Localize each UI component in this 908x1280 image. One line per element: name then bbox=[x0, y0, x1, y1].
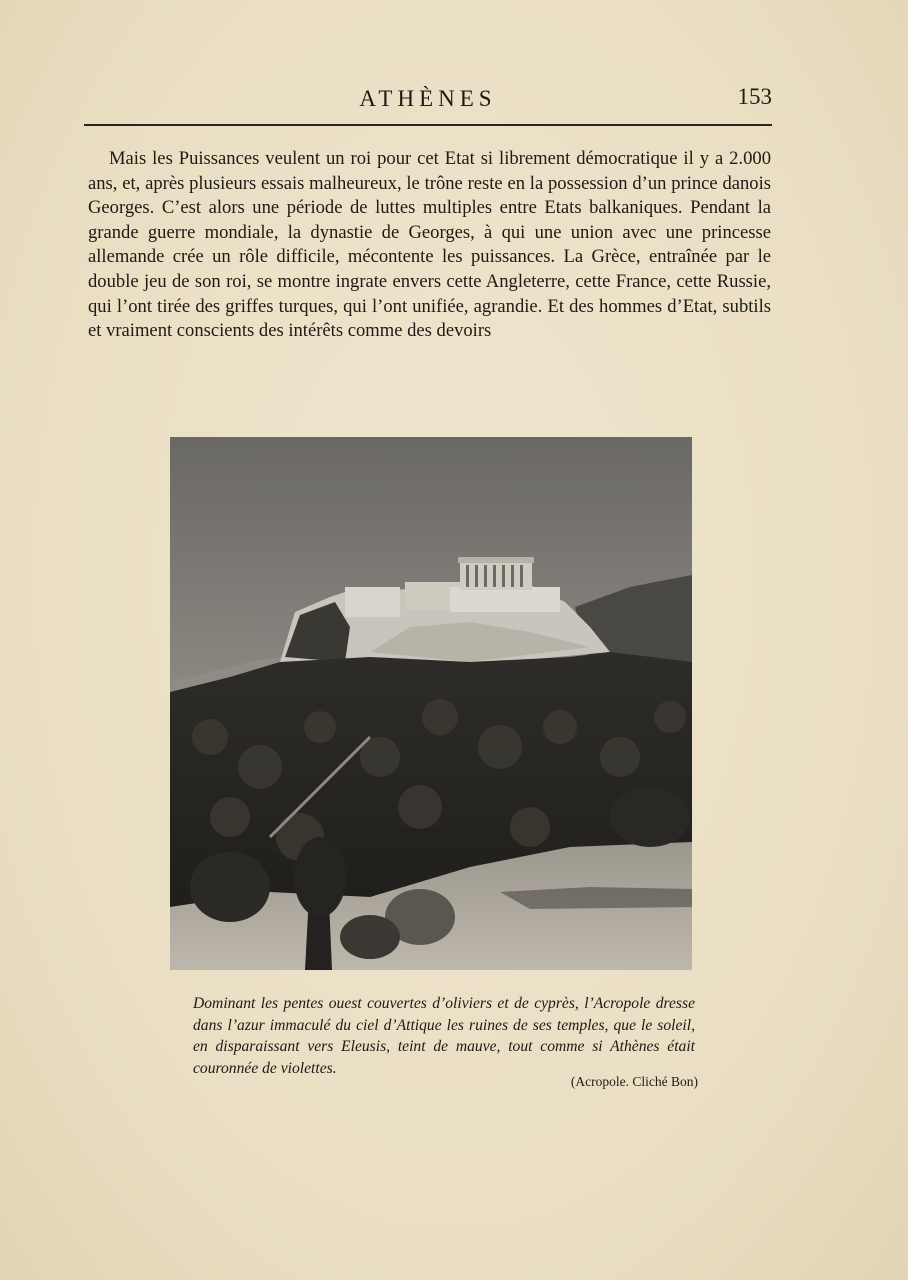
photo-illustration bbox=[170, 437, 692, 970]
figure-caption: Dominant les pentes ouest couvertes d’oliviers et de cyprès, l’Acropole dresse dans l’azur immaculé du ciel d’Attique les ruines de ses temples, que le soleil, en disparaissant vers Eleusis, teint de mauve, tout comme si Athènes était couronnée de violettes. bbox=[193, 995, 695, 1077]
body-paragraph: Mais les Puissances veulent un roi pour cet Etat si librement démocratique il y a 2.000 ans, et, après plusieurs essais malheureux, le trône reste en la possession d’un prince danois Georges. C’est alors une période de luttes multiples entre Etats balkaniques. Pendant la grande guerre mondiale, la dynastie de Georges, à qui une union avec une princesse allemande crée un rôle difficile, mécontente les puissances. La Grèce, entraînée par le double jeu de son roi, se montre ingrate envers cette Angleterre, cette France, cette Russie, qui l’ont tirée des griffes turques, qui l’ont unifiée, agrandie. Et des hommes d’Etat, subtils et vraiment conscients des intérêts comme des devoirs bbox=[88, 148, 771, 342]
running-title: ATHÈNES bbox=[359, 86, 497, 111]
photo-credit: (Acropole. Cliché Bon) bbox=[570, 1074, 698, 1089]
running-header bbox=[84, 84, 772, 126]
acropolis-photograph bbox=[170, 437, 692, 970]
page-number: 153 bbox=[737, 84, 772, 109]
